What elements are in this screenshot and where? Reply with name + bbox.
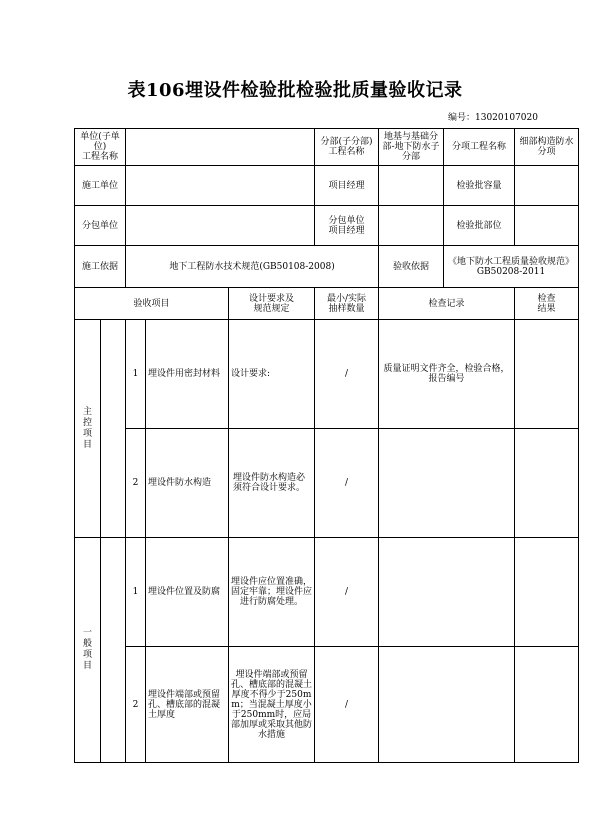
main-control-group-label: 主控项目: [75, 320, 101, 538]
construction-basis-label: 施工依据: [75, 246, 126, 288]
design-requirement: 埋设件应位置准确，固定牢靠；埋设件应进行防腐处理。: [229, 538, 315, 647]
document-number-label: 编号：: [447, 113, 475, 123]
document-number: [448, 110, 538, 123]
sample-quantity[interactable]: /: [315, 538, 379, 647]
row-number: 1: [126, 320, 146, 429]
batch-capacity-label: 检验批容量: [444, 166, 515, 206]
page-title: 表106埋设件检验批检验批质量验收记录: [127, 80, 463, 101]
sub-project-manager-value[interactable]: [379, 206, 444, 246]
sample-quantity[interactable]: /: [315, 647, 379, 763]
contractor-value[interactable]: [126, 166, 315, 206]
inspection-result[interactable]: [515, 647, 579, 763]
acceptance-basis-label: 验收依据: [379, 246, 444, 288]
batch-capacity-value[interactable]: [515, 166, 579, 206]
row-number: 2: [126, 647, 146, 763]
subcontractor-label: 分包单位: [75, 206, 126, 246]
inspection-record[interactable]: [379, 647, 515, 763]
inspection-result[interactable]: [515, 538, 579, 647]
inspection-result[interactable]: [515, 320, 579, 429]
document-number-value: 13020107020: [475, 113, 538, 123]
group-spacer: [101, 538, 126, 763]
column-header-design: 设计要求及 规范规定: [229, 288, 315, 320]
design-requirement: 设计要求:: [229, 320, 315, 429]
unit-name-value[interactable]: [126, 129, 315, 166]
column-header-result: 检查 结果: [515, 288, 579, 320]
row-number: 2: [126, 429, 146, 538]
item-name: 埋设件用密封材料: [146, 320, 229, 429]
inspection-record[interactable]: [379, 429, 515, 538]
row-number: 1: [126, 538, 146, 647]
project-manager-value[interactable]: [379, 166, 444, 206]
column-header-item: 验收项目: [75, 288, 229, 320]
subdivision-name-label: 分部(子分部) 工程名称: [315, 129, 379, 166]
design-requirement: 埋设件防水构造必须符合设计要求。: [229, 429, 315, 538]
project-manager-label: 项目经理: [315, 166, 379, 206]
sample-quantity[interactable]: /: [315, 320, 379, 429]
group-spacer: [101, 320, 126, 538]
unit-name-label: 单位(子单位) 工程名称: [75, 129, 126, 166]
inspection-record[interactable]: [379, 538, 515, 647]
sample-quantity[interactable]: /: [315, 429, 379, 538]
acceptance-record-table: [74, 128, 579, 763]
batch-location-label: 检验批部位: [444, 206, 515, 246]
column-header-sample: 最小/实际 抽样数量: [315, 288, 379, 320]
acceptance-basis-value[interactable]: 《地下防水工程质量验收规范》GB50208-2011: [444, 246, 579, 288]
item-name: 埋设件防水构造: [146, 429, 229, 538]
batch-location-value[interactable]: [515, 206, 579, 246]
subcontractor-value[interactable]: [126, 206, 315, 246]
sub-project-manager-label: 分包单位 项目经理: [315, 206, 379, 246]
item-name: 埋设件端部或预留孔、槽底部的混凝土厚度: [146, 647, 229, 763]
item-name-value[interactable]: 细部构造防水分项: [515, 129, 579, 166]
subdivision-name-value[interactable]: 地基与基础分部-地下防水子分部: [379, 129, 444, 166]
general-group-label: 一般项目: [75, 538, 101, 763]
item-name-label: 分项工程名称: [444, 129, 515, 166]
item-name: 埋设件位置及防腐: [146, 538, 229, 647]
construction-basis-value[interactable]: 地下工程防水技术规范(GB50108-2008): [126, 246, 379, 288]
design-requirement: 埋设件端部或预留孔、槽底部的混凝土厚度不得少于250mm；当混凝土厚度小于250mm时，应局部加厚或采取其他防水措施: [229, 647, 315, 763]
inspection-result[interactable]: [515, 429, 579, 538]
column-header-record: 检查记录: [379, 288, 515, 320]
inspection-record[interactable]: 质量证明文件齐全，检验合格，报告编号: [379, 320, 515, 429]
contractor-label: 施工单位: [75, 166, 126, 206]
